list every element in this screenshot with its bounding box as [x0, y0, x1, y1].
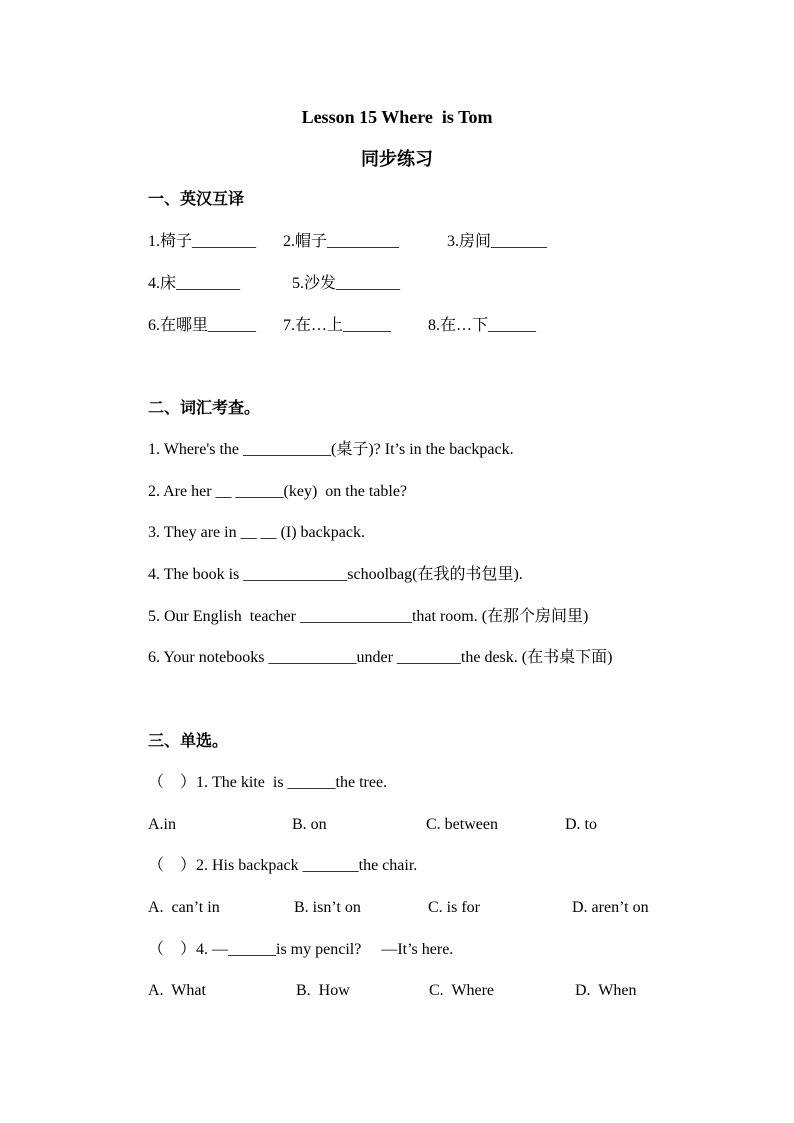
translate-item-3: 3.房间_______	[447, 233, 548, 250]
mc-question-3: （ ）4. —______is my pencil? —It’s here.	[148, 941, 454, 958]
mc-q2-option-c: C. is for	[428, 899, 480, 916]
mc-q2-option-d: D. aren’t on	[572, 899, 649, 916]
translate-item-1: 1.椅子________	[148, 233, 257, 250]
translate-item-4: 4.床________	[148, 275, 241, 292]
vocab-item-6: 6. Your notebooks ___________under ________the desk. (在书桌下面)	[148, 649, 613, 666]
section2-heading: 二、词汇考查。	[148, 400, 261, 417]
mc-q3-option-d: D. When	[575, 982, 637, 999]
mc-q2-option-b: B. isn’t on	[294, 899, 361, 916]
vocab-item-1: 1. Where's the ___________(桌子)? It’s in the backpack.	[148, 441, 514, 458]
section1-heading: 一、英汉互译	[148, 191, 245, 208]
vocab-item-3: 3. They are in __ __ (I) backpack.	[148, 524, 365, 541]
mc-q3-option-c: C. Where	[429, 982, 495, 999]
vocab-item-5: 5. Our English teacher ______________that room. (在那个房间里)	[148, 608, 589, 625]
translate-item-7: 7.在…上______	[283, 317, 392, 334]
translate-item-8: 8.在…下______	[428, 317, 537, 334]
page-subtitle: 同步练习	[361, 149, 433, 169]
translate-item-2: 2.帽子_________	[283, 233, 400, 250]
translate-item-6: 6.在哪里______	[148, 317, 257, 334]
mc-question-1: （ ）1. The kite is ______the tree.	[148, 774, 388, 791]
mc-q1-option-d: D. to	[565, 816, 597, 833]
mc-q1-option-a: A.in	[148, 816, 176, 833]
vocab-item-4: 4. The book is _____________schoolbag(在我的书包里).	[148, 566, 523, 583]
vocab-item-2: 2. Are her __ ______(key) on the table?	[148, 483, 408, 500]
mc-q1-option-b: B. on	[292, 816, 327, 833]
translate-item-5: 5.沙发________	[292, 275, 401, 292]
mc-question-2: （ ）2. His backpack _______the chair.	[148, 857, 418, 874]
mc-q2-option-a: A. can’t in	[148, 899, 220, 916]
mc-q3-option-a: A. What	[148, 982, 206, 999]
section3-heading: 三、单选。	[148, 733, 229, 750]
mc-q1-option-c: C. between	[426, 816, 498, 833]
page-title: Lesson 15 Where is Tom	[301, 107, 493, 127]
mc-q3-option-b: B. How	[296, 982, 350, 999]
